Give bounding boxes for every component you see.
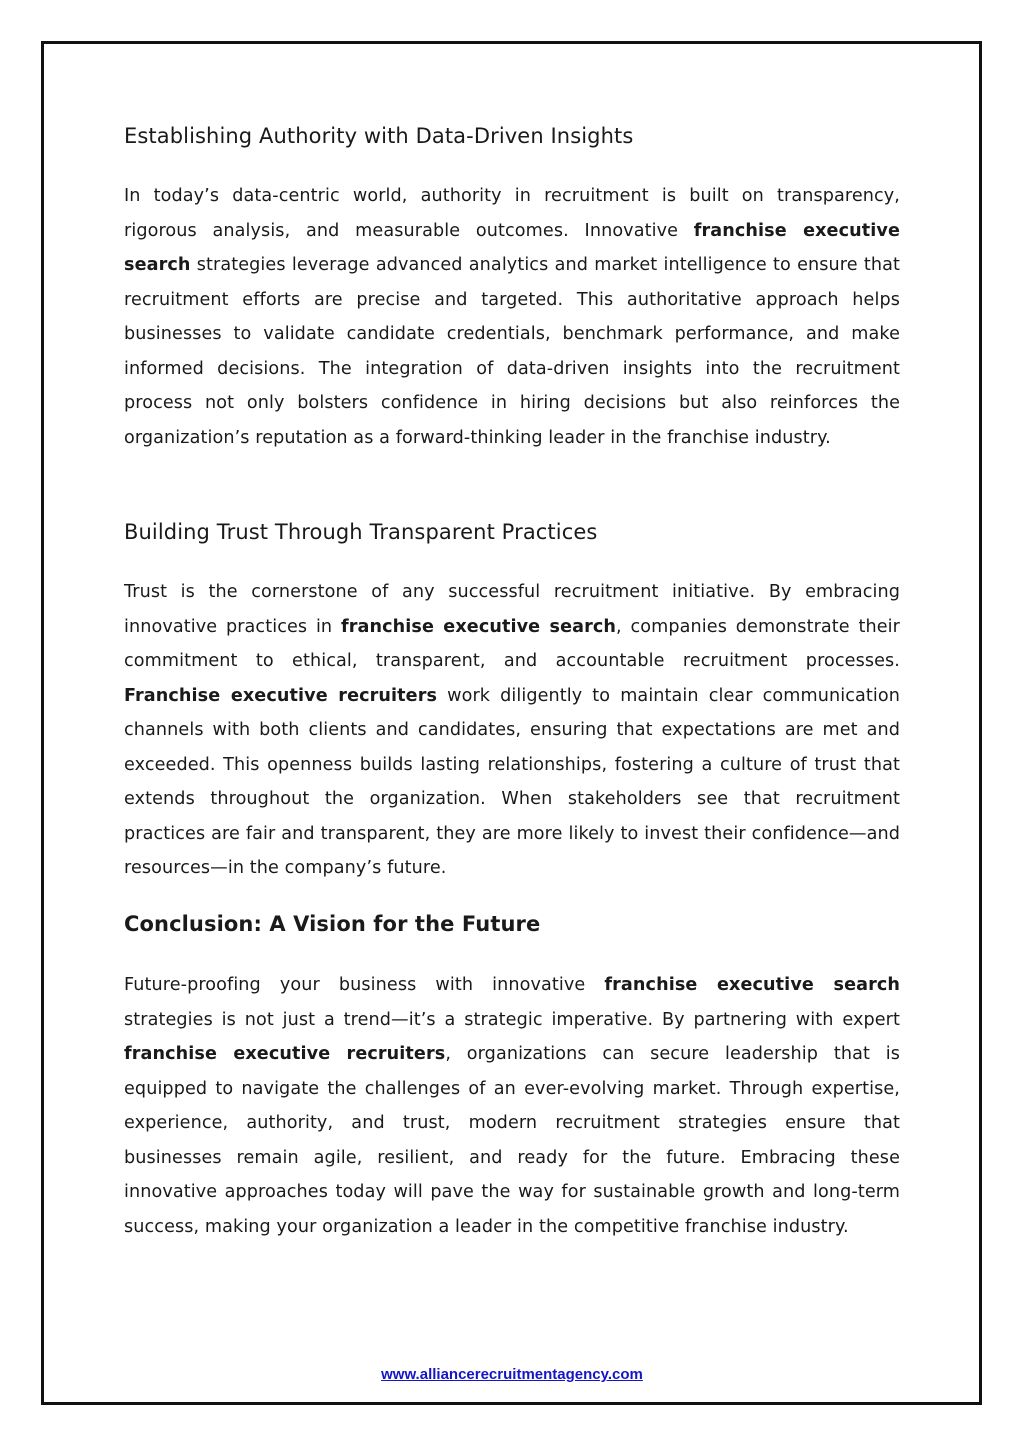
text-run: strategies is not just a trend—it’s a strategic imperative. By partnering with expert	[124, 1009, 900, 1030]
section-paragraph-authority	[124, 179, 900, 455]
text-run: , companies demonstrate their commitment to ethical, transparent, and accountable recruitment processes.	[124, 616, 900, 671]
bold-keyword: Franchise executive recruiters	[124, 685, 438, 706]
section-paragraph-conclusion	[124, 968, 900, 1244]
bold-keyword: franchise executive search	[604, 975, 901, 995]
text-run: Future-proofing your business with innovative	[124, 975, 605, 995]
text-run: strategies leverage advanced analytics and market intelligence to ensure that recruitment efforts are precise and targeted. This authoritative approach helps businesses to validate candidate credentials, benchmark performance, and make informed decisions. The integration of data-driven insights into the recruitment process not only bolsters confidence in hiring decisions but also reinforces the organization’s reputation as a forward-thinking leader in the franchise industry.	[124, 255, 900, 448]
section-heading-conclusion: Conclusion: A Vision for the Future	[124, 912, 541, 936]
section-heading-authority: Establishing Authority with Data-Driven Insights	[124, 124, 634, 148]
bold-keyword: franchise executive search	[124, 220, 900, 275]
bold-keyword: franchise executive recruiters	[124, 1044, 446, 1064]
text-run: , organizations can secure leadership that is equipped to navigate the challenges of an ever-evolving market. Through expertise, experience, authority, and trust, modern recruitment strategies ensure that businesses remain agile, resilient, and ready for the future. Embracing these innovative approaches today will pave the way for sustainable growth and long-term success, making your organization a leader in the competitive franchise industry.	[124, 1044, 900, 1237]
text-run: In today’s data-centric world, authority in recruitment is built on transparency, rigorous analysis, and measurable outcomes. Innovative	[124, 186, 900, 241]
section-paragraph-trust	[124, 575, 900, 886]
bold-keyword: franchise executive search	[340, 616, 617, 637]
text-run: Trust is the cornerstone of any successful recruitment initiative. By embracing innovative practices in	[124, 582, 900, 637]
section-heading-trust: Building Trust Through Transparent Practices	[124, 520, 598, 544]
footer-website-link[interactable]: www.alliancerecruitmentagency.com	[381, 1366, 643, 1383]
text-run: work diligently to maintain clear communication channels with both clients and candidates, ensuring that expectations are met and exceeded. This openness builds lasting relationships, fostering a culture of trust that extends throughout the organization. When stakeholders see that recruitment practices are fair and transparent, they are more likely to invest their confidence—and resources—in the company’s future.	[124, 685, 900, 878]
